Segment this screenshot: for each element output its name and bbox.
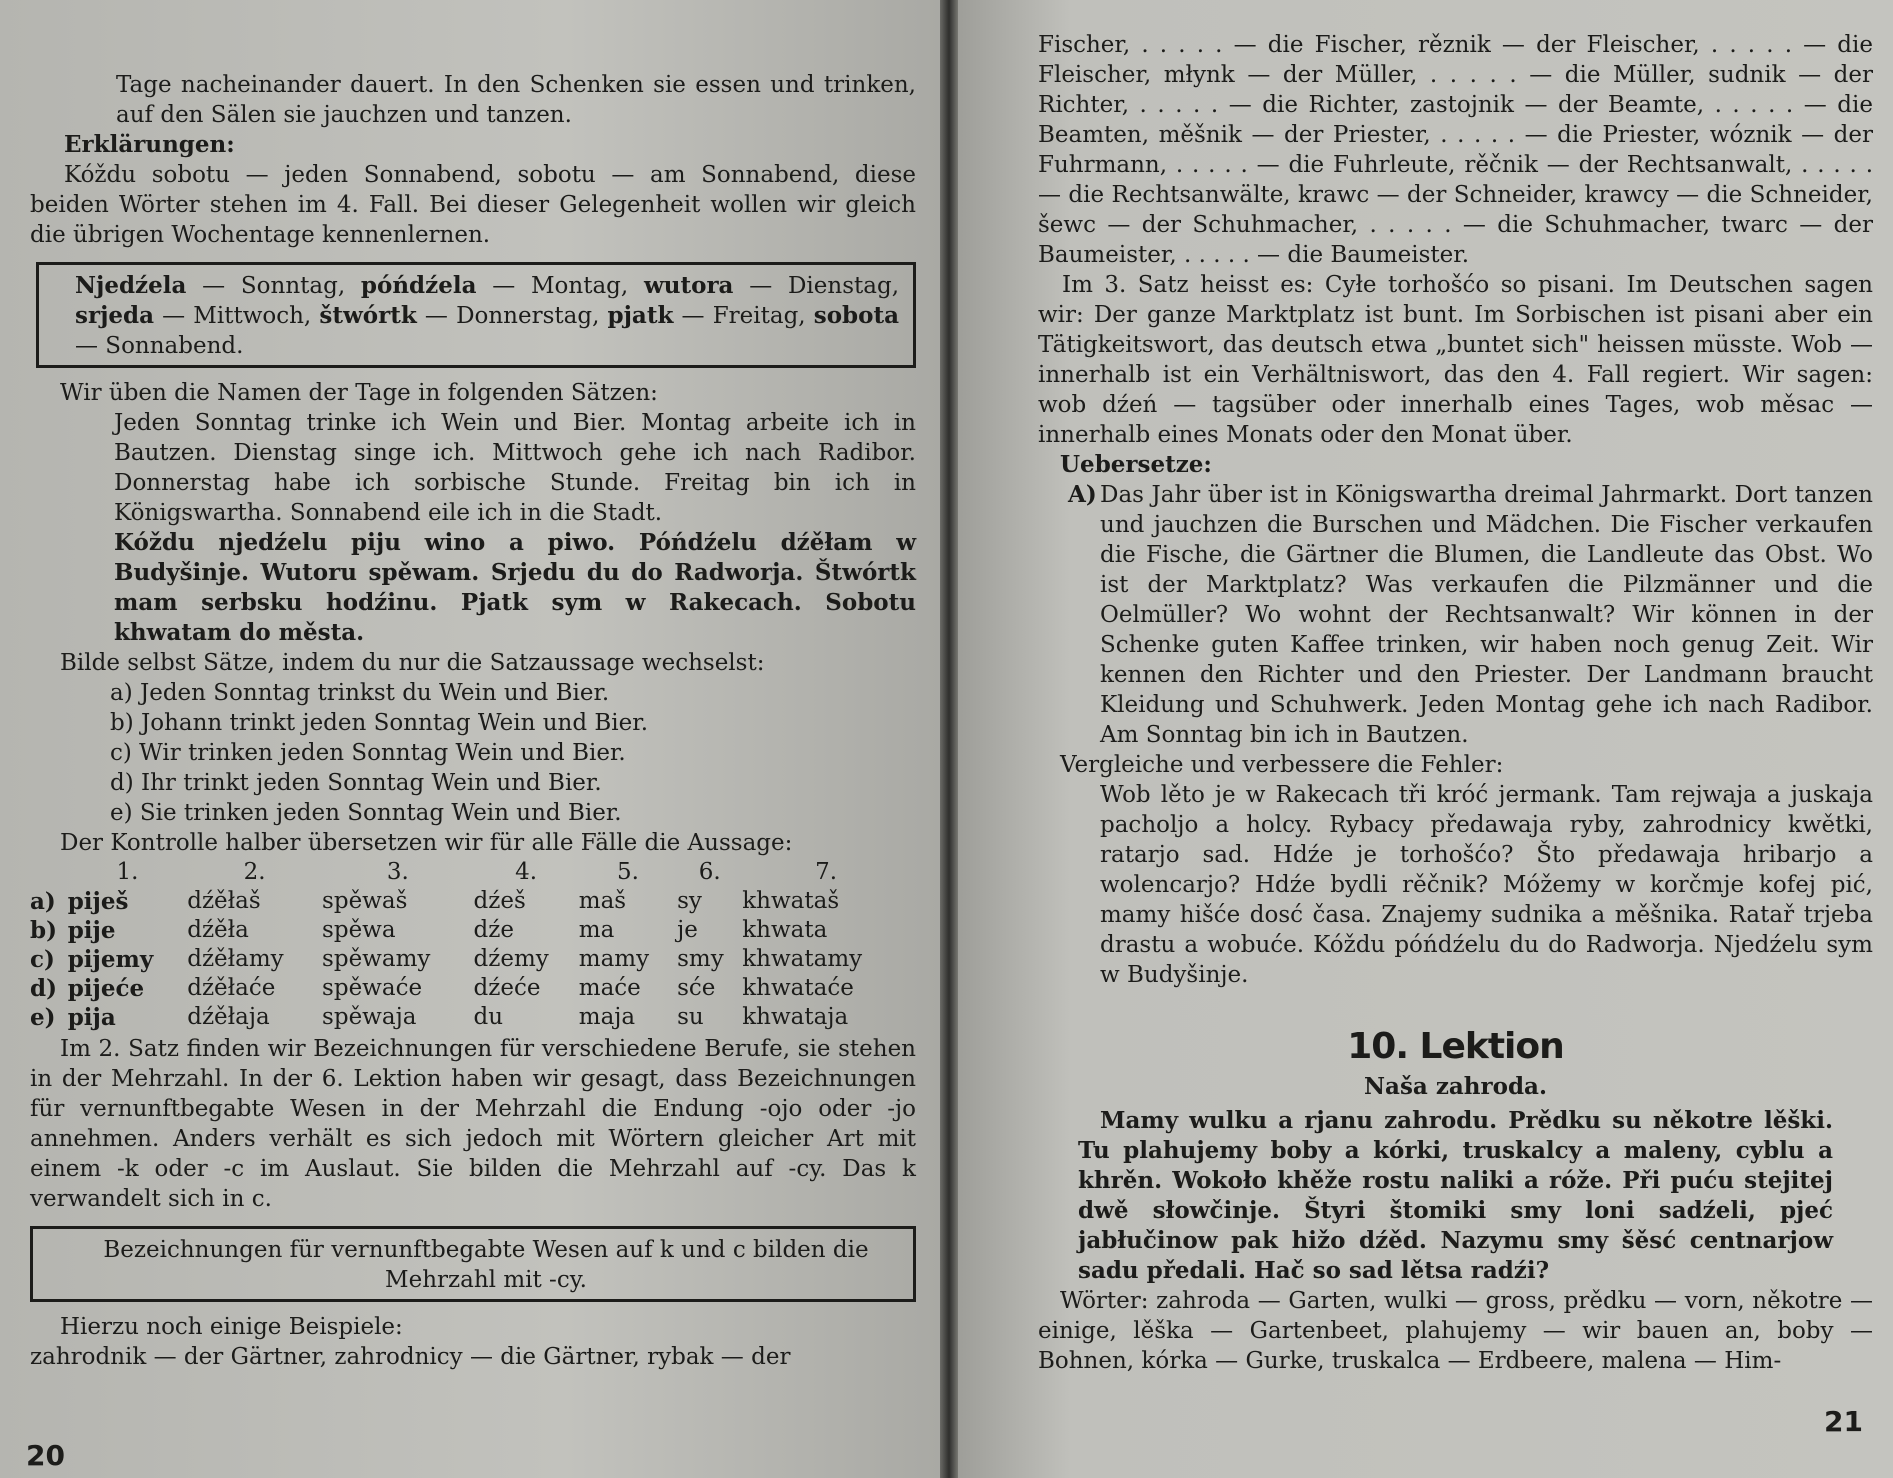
page-number-right: 21 — [1824, 1405, 1863, 1438]
day-word: Njedźela — [75, 272, 187, 299]
conjugation-cell: spěwaće — [322, 975, 423, 1001]
erklaerungen-heading — [30, 130, 916, 160]
conjugation-row-label: d) — [30, 975, 57, 1002]
conjugation-cell: maja — [578, 1004, 636, 1030]
day-translation: — Donnerstag, — [416, 303, 608, 329]
exercise-a-text: Das Jahr über ist in Königswartha dreimal Jahrmarkt. Dort tanzen und jauchzen die Burschen und Mädchen. Die Fischer verkaufen die Fische, die Gärtner die Blumen, die Landleute das Obst. Wo ist der Marktplatz? Was verkaufen die Pilzmänner und die Oelmüller? Wo wohnt der Rechtsanwalt? Wir können in der Schenke guten Kaffee trinken, wir haben noch genug Zeit. Wir kennen den Richter und den Priester. Der Landmann braucht Kleidung und Schuhwerk. Jeden Montag gehe ich nach Radibor. Am Sonntag bin ich in Bautzen. — [1100, 482, 1873, 748]
conjugation-row-label: b) — [30, 917, 57, 944]
day-word: srjeda — [75, 302, 155, 329]
day-translation: — Sonntag, — [186, 273, 361, 299]
exercise-a-label: A) — [1068, 481, 1097, 508]
conjugation-cell: pijeće — [67, 975, 145, 1002]
day-translation: — Mittwoch, — [154, 303, 320, 329]
conjugation-row — [30, 916, 910, 945]
conjugation-cell: dźěłaće — [187, 975, 276, 1001]
bilde-heading: Bilde selbst Sätze, indem du nur die Satzaussage wechselst: — [60, 650, 765, 676]
conjugation-cell: du — [473, 1004, 504, 1030]
conjugation-cell: spěwamy — [322, 946, 431, 972]
conjugation-table — [30, 858, 910, 1032]
conjugation-cell: sće — [677, 975, 716, 1001]
bilde-item: a) Jeden Sonntag trinkst du Wein und Bier. — [110, 680, 610, 706]
day-word: pjatk — [607, 302, 674, 329]
conjugation-cell: mamy — [578, 946, 650, 972]
conjugation-cell: piješ — [67, 888, 129, 915]
day-word: sobota — [813, 302, 899, 329]
woerter-paragraph: Wörter: zahroda — Garten, wulki — gross, prědku — vorn, někotre — einige, lěška — Gartenbeet, plahujemy — wir bauen an, boby — Bohnen, kórka — Gurke, truskalca — Erdbeere, malena — Him- — [1038, 1288, 1873, 1374]
conjugation-cell: dźeće — [473, 975, 541, 1001]
german-sentences: Jeden Sonntag trinke ich Wein und Bier. Montag arbeite ich in Bautzen. Dienstag singe ich. Mittwoch gehe ich nach Radibor. Donnerstag habe ich sorbische Stunde. Freitag bin ich in Königswartha. Sonnabend eile ich in die Stadt. — [114, 410, 916, 526]
days-list — [75, 271, 899, 361]
bilde-item: e) Sie trinken jeden Sonntag Wein und Bier. — [110, 800, 622, 826]
conjugation-row — [30, 945, 910, 974]
hierzu-line: Hierzu noch einige Beispiele: — [60, 1314, 403, 1340]
rule-box — [30, 1226, 916, 1302]
day-translation: — Montag, — [476, 273, 644, 299]
kontrolle-line: Der Kontrolle halber übersetzen wir für alle Fälle die Aussage: — [60, 830, 793, 856]
conjugation-cell: su — [677, 1004, 704, 1030]
left-page — [0, 0, 940, 1478]
conjugation-cell: maće — [578, 975, 641, 1001]
conjugation-col-number: 1. — [116, 859, 139, 885]
book-gutter — [940, 0, 958, 1478]
conjugation-col-number: 2. — [243, 859, 266, 885]
lektion-text: Mamy wulku a rjanu zahrodu. Prědku su někotre lěški. Tu plahujemy boby a kórki, truskalcy a maleny, cyblu a khrěn. Wokoło khěže rostu naliki a róže. Při puću stejitej dwě słowčinje. Štyri štomiki smy loni sadźeli, pjeć jabłučinow pak hižo dźěd. Nazymu smy šěsć centnarjow sadu předali. Hač so sad lětsa radźi? — [1078, 1107, 1833, 1284]
conjugation-col-number: 7. — [815, 859, 838, 885]
conjugation-cell: sy — [677, 888, 702, 914]
conjugation-row — [30, 974, 910, 1003]
conjugation-cell: ma — [578, 917, 615, 943]
conjugation-row-label: a) — [30, 888, 56, 915]
conjugation-cell: spěwaš — [322, 888, 408, 914]
conjugation-header-row — [30, 858, 910, 887]
bilde-item: d) Ihr trinkt jeden Sonntag Wein und Bier. — [110, 770, 602, 796]
intro-paragraph: Tage nacheinander dauert. In den Schenken sie essen und trinken, auf den Sälen sie jauchzen und tanzen. — [116, 72, 916, 128]
day-translation: — Dienstag, — [733, 273, 899, 299]
conjugation-col-number — [30, 858, 68, 887]
wir-ueben-line: Wir üben die Namen der Tage in folgenden Sätzen: — [60, 380, 658, 406]
bilde-exercise-list — [30, 678, 916, 828]
beispiel-line: zahrodnik — der Gärtner, zahrodnicy — die Gärtner, rybak — der — [30, 1344, 791, 1370]
conjugation-cell: khwataja — [742, 1004, 849, 1030]
conjugation-body — [30, 887, 910, 1032]
beruf-list: Fischer, . . . . . — die Fischer, rěznik — der Fleischer, . . . . . — die Fleischer, młynk — der Müller, . . . . . — die Müller, sudnik — der Richter, . . . . . — die Richter, zastojnik — der Beamte, . . . . . — die Beamten, měšnik — der Priester, . . . . . — die Priester, wóznik — der Fuhrmann, . . . . . — die Fuhrleute, rěčnik — der Rechtsanwalt, . . . . . — die Rechtsanwälte, krawc — der Schneider, krawcy — die Schneider, šewc — der Schuhmacher, . . . . . — die Schuhmacher, twarc — der Baumeister, . . . . . — die Baumeister. — [1038, 32, 1873, 268]
conjugation-cell: dźěłaja — [187, 1004, 270, 1030]
bilde-item: c) Wir trinken jeden Sonntag Wein und Bier. — [110, 740, 626, 766]
conjugation-row — [30, 1003, 910, 1032]
day-word: štwórtk — [319, 302, 417, 329]
conjugation-cell: pijemy — [67, 946, 154, 973]
conjugation-cell: dźěłaš — [187, 888, 261, 914]
conjugation-col-number: 3. — [386, 859, 409, 885]
day-translation: — Freitag, — [673, 303, 814, 329]
day-translation: — Sonnabend. — [75, 333, 244, 359]
conjugation-cell: pije — [67, 917, 116, 944]
conjugation-col-number: 4. — [515, 859, 538, 885]
day-word: póńdźela — [360, 272, 477, 299]
exercise-a — [1038, 480, 1873, 750]
conjugation-cell: dźeš — [473, 888, 526, 914]
conjugation-cell: khwata — [742, 917, 828, 943]
conjugation-col-number: 5. — [616, 859, 639, 885]
conjugation-cell: khwataće — [742, 975, 854, 1001]
right-page — [958, 0, 1893, 1478]
conjugation-row-label: e) — [30, 1004, 56, 1031]
uebersetze-label: Uebersetze: — [1060, 451, 1212, 478]
sorbian-sentences: Kóždu njedźelu piju wino a piwo. Póńdźelu dźěłam w Budyšinje. Wutoru spěwam. Srjedu du do Radworja. Štwórtk mam serbsku hodźinu. Pjatk sym w Rakecach. Sobotu khwatam do města. — [114, 529, 916, 646]
conjugation-cell: pija — [67, 1004, 116, 1031]
vergleiche-line: Vergleiche und verbessere die Fehler: — [1060, 752, 1504, 778]
conjugation-cell: spěwaja — [322, 1004, 417, 1030]
days-box — [36, 262, 916, 368]
page-number-left: 20 — [26, 1439, 65, 1472]
conjugation-cell: khwataš — [742, 888, 840, 914]
erklaerungen-label: Erklärungen: — [64, 131, 235, 158]
conjugation-cell: spěwa — [322, 917, 396, 943]
conjugation-cell: dźěłamy — [187, 946, 284, 972]
rule-text: Bezeichnungen für vernunftbegabte Wesen auf k und c bilden die Mehrzahl mit -cy. — [103, 1237, 869, 1293]
conjugation-cell: maš — [578, 888, 627, 914]
conjugation-cell: dźěła — [187, 917, 249, 943]
sorbian-translation: Wob lěto je w Rakecach tři króć jermank. Tam rejwaja a juskaja pacholjo a holcy. Rybacy předawaja ryby, zahrodnicy kwětki, ratarjo sad. Hdźe je torhošćo? Što předawaja hribarjo a wolencarjo? Hdźe bydli rěčnik? Móžemy w korčmje kofej pić, mamy hišće dosć časa. Znajemy sudnika a měšnika. Ratař trjeba drastu a wobuće. Kóždu póńdźelu du do Radworja. Njedźelu sym w Budyšinje. — [1100, 782, 1873, 988]
erklaerungen-text: Kóždu sobotu — jeden Sonnabend, sobotu — am Sonnabend, diese beiden Wörter stehen im 4. Fall. Bei dieser Gelegenheit wollen wir gleich die übrigen Wochentage kennenlernen. — [30, 162, 916, 248]
bilde-item: b) Johann trinkt jeden Sonntag Wein und Bier. — [110, 710, 649, 736]
satz3-paragraph: Im 3. Satz heisst es: Cyłe torhošćo so pisani. Im Deutschen sagen wir: Der ganze Marktplatz ist bunt. Im Sorbischen ist pisani aber ein Tätigkeitswort, das deutsch etwa „buntet sich" heissen müsste. Wob — innerhalb ist ein Verhältniswort, das den 4. Fall regiert. Wir sagen: wob dźeń — tagsüber oder innerhalb eines Tages, wob měsac — innerhalb eines Monats oder den Monat über. — [1038, 272, 1873, 448]
day-word: wutora — [643, 272, 734, 299]
lektion-subtitle: Naša zahroda. — [1364, 1073, 1547, 1100]
conjugation-cell: smy — [677, 946, 724, 972]
conjugation-cell: dźemy — [473, 946, 549, 972]
conjugation-cell: dźe — [473, 917, 514, 943]
lektion-title: 10. Lektion — [1347, 1026, 1564, 1067]
conjugation-row-label: c) — [30, 946, 55, 973]
conjugation-cell: je — [677, 917, 698, 943]
conjugation-col-number: 6. — [698, 859, 721, 885]
conjugation-cell: khwatamy — [742, 946, 863, 972]
conjugation-row — [30, 887, 910, 916]
berufe-paragraph: Im 2. Satz finden wir Bezeichnungen für verschiedene Berufe, sie stehen in der Mehrzahl. In der 6. Lektion haben wir gesagt, dass Bezeichnungen für vernunftbegabte Wesen in der Mehrzahl die Endung -ojo oder -jo annehmen. Anders verhält es sich jedoch mit Wörtern gleicher Art mit einem -k oder -c im Auslaut. Sie bilden die Mehrzahl auf -cy. Das k verwandelt sich in c. — [30, 1036, 916, 1212]
